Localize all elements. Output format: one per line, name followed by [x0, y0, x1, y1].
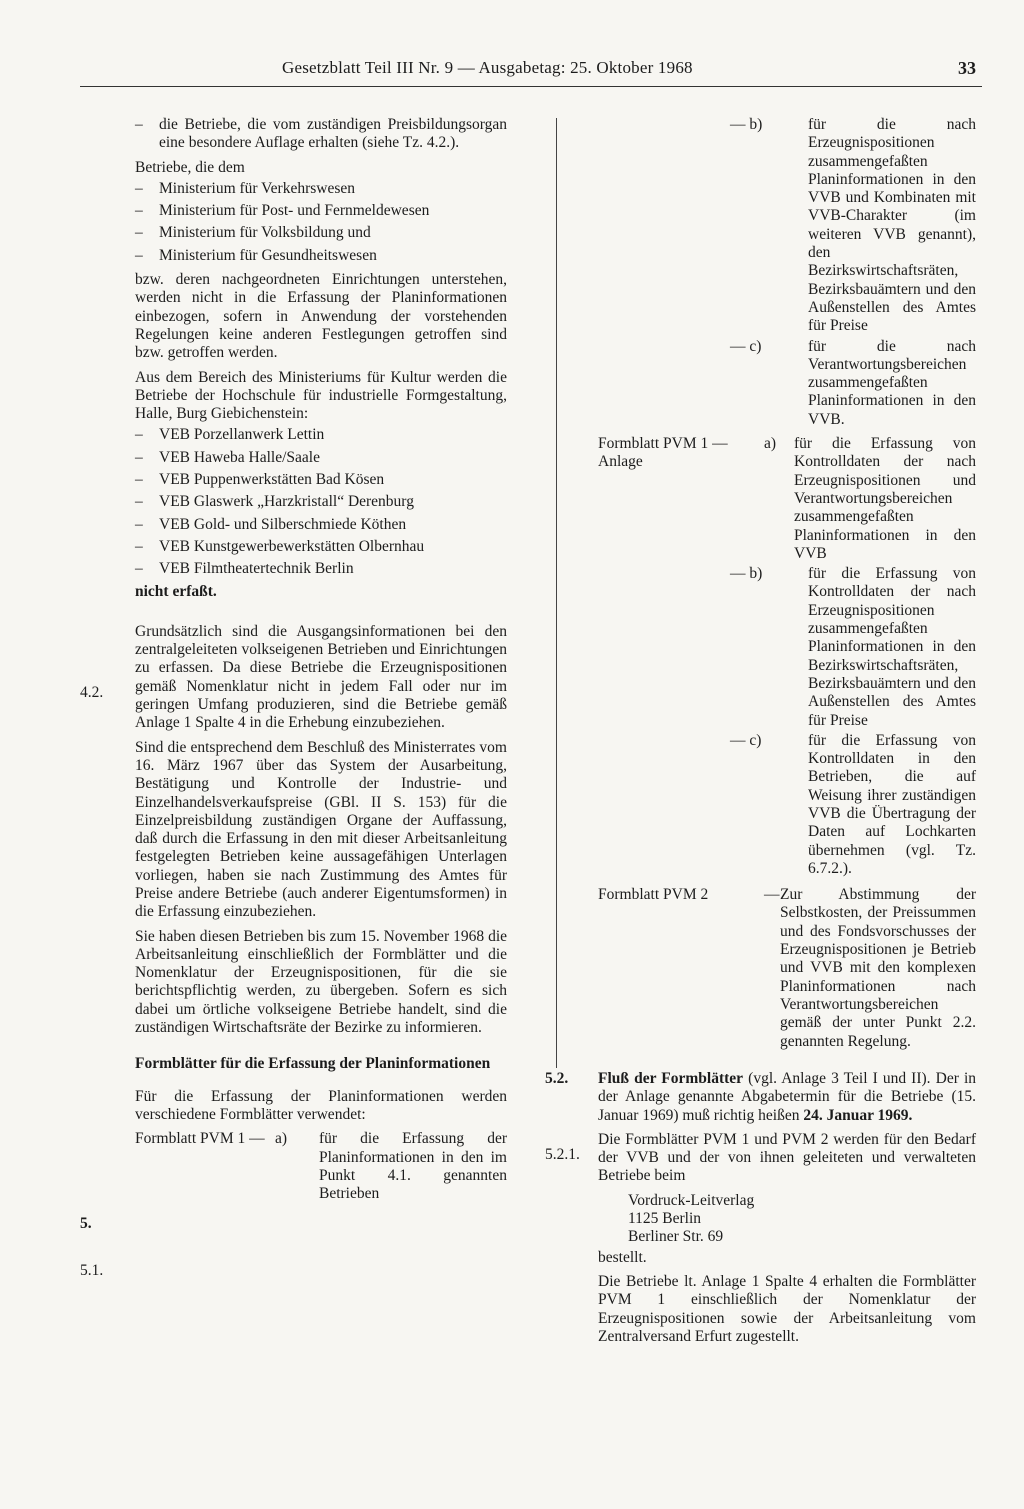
pvm1-b-entry [598, 116, 976, 336]
section-5-2-date: 24. Januar 1969. [803, 1106, 913, 1124]
pvm1-b-sub: — b) [730, 116, 763, 133]
pvm2-text: Zur Abstimmung der Selbstkosten, der Preissummen und des Fondsvorschusses der Erzeugnispositionen je Betrieb und VVB mit den komplexen Planinformationen nach Verantwortungsbereichen gemäß der unter Punkt 2.2. genannten Regelung. [780, 886, 976, 1050]
pvm1-c-text: für die nach Verantwortungsbereichen zusammengefaßten Planinformationen in den VVB. [808, 337, 976, 428]
pvm1-anlage-b-text: für die Erfassung von Kontrolldaten der nach Erzeugnispositionen zusammengefaßten Planinformationen in den Bezirkswirtschaftsräten, Bezirksbauämtern und den Außenstellen des Amtes für Preise [808, 565, 976, 729]
section-4-2-p2: Sind die entsprechend dem Beschluß des Ministerrates vom 16. März 1967 über das System der Ausarbeitung, Bestätigung und Kontrolle der Industrie- und Einzelhandelsverkaufspreise (GBl. II S. 153) für die Einzelpreisbildung zuständigen Organe der Auffassung, daß durch die Erfassung in den mit dieser Arbeitsanleitung festgelegten Betrieben keine aussagefähigen Unterlagen vorliegen, haben sie nach Zustimmung des Amtes für Preise andere Betriebe (auch anderer Eigentumsformen) in die Erfassung einzubeziehen. [135, 738, 507, 921]
veb-item: – VEB Glaswerk „Harzkristall“ Derenburg [135, 493, 414, 511]
section-5-2-body: (vgl. Anlage 3 Teil I und II). Der in der Anlage genannte Abgabetermin für die Betriebe (15. Januar 1969) muß richtig heißen [598, 1070, 976, 1124]
pvm2-label: Formblatt PVM 2 [598, 886, 709, 904]
kultur-paragraph: Aus dem Bereich des Ministeriums für Kultur werden die Betriebe der Hochschule für industrielle Formgestaltung, Halle, Burg Giebichenstein: [135, 368, 507, 423]
veb-item: – VEB Porzellanwerk Lettin [135, 426, 325, 444]
bestellt: bestellt. [598, 1248, 647, 1266]
pvm1-anlage-a-sub: a) [764, 435, 777, 453]
column-divider [556, 118, 557, 1068]
address-line: 1125 Berlin [628, 1210, 702, 1228]
intro-dash-item: – die Betriebe, die vom zuständigen Preisbildungsorgan eine besondere Auflage erhalten (siehe Tz. 4.2.). [135, 116, 507, 152]
address-line: Vordruck-Leitverlag [628, 1191, 755, 1209]
right-column [598, 116, 976, 1053]
pvm1-anlage-a-entry [598, 435, 976, 563]
pvm1-b-text: für die nach Erzeugnispositionen zusammengefaßten Planinformationen in den VVB und Kombinaten mit VVB-Charakter (im weiteren VVB genannt), den Bezirkswirtschaftsräten, Bezirksbauämtern und den Außenstellen des Amtes für Preise [808, 116, 976, 335]
bzw-paragraph: bzw. deren nachgeordneten Einrichtungen unterstehen, werden nicht in die Erfassung der Planinformationen einbezogen, sofern in Anwendung der vorstehenden Regelungen keine anderen Festlegungen getroffen sind bzw. getroffen werden. [135, 271, 507, 362]
pvm1-label: Formblatt PVM 1 — [135, 1130, 265, 1148]
section-5-1-number: 5.1. [80, 1262, 104, 1279]
section-4-2-p3: Sie haben diesen Betrieben bis zum 15. November 1968 die Arbeitsanleitung einschließlich der Formblätter und die Nomenklatur der Erzeugnispositionen, für die sie berichtspflichtig werden, zu übergeben. Sofern es sich dabei um örtliche volkseigene Betriebe handelt, sind die zuständigen Wirtschaftsräte der Bezirke zu informieren. [135, 927, 507, 1037]
veb-list [135, 426, 507, 578]
pvm1-anlage-b-entry [598, 565, 976, 730]
address-line: Berliner Str. 69 [628, 1228, 724, 1246]
ministry-list [135, 180, 507, 265]
header-title: Gesetzblatt Teil III Nr. 9 — Ausgabetag: 25. Oktober 1968 [282, 58, 693, 77]
pvm1-c-entry [598, 338, 976, 429]
nicht-erfasst: nicht erfaßt. [135, 582, 217, 600]
header-rule [80, 86, 982, 87]
pvm1-anlage-label: Formblatt PVM 1 — Anlage [598, 435, 728, 471]
section-5-2-number: 5.2. [545, 1070, 569, 1087]
right-bottom-column [598, 1070, 976, 1346]
section-5-2-text [598, 1070, 976, 1125]
ministry-item: – Ministerium für Verkehrswesen [135, 179, 356, 197]
section-5-2-heading: Fluß der Formblätter [598, 1070, 744, 1087]
pvm1-anlage-c-entry [598, 732, 976, 878]
pvm2-entry [598, 886, 976, 1051]
pvm1-anlage-c-sub: — c) [730, 731, 762, 749]
pvm1-a-entry [135, 1130, 507, 1203]
veb-item: – VEB Filmtheatertechnik Berlin [135, 560, 354, 578]
section-5-2-1-number: 5.2.1. [545, 1146, 580, 1163]
section-5-heading: Formblätter für die Erfassung der Planinformationen [135, 1055, 491, 1073]
page-number: 33 [958, 58, 976, 78]
section-5-1-text: Für die Erfassung der Planinformationen werden verschiedene Formblätter verwendet: [135, 1087, 507, 1123]
pvm1-c-sub: — c) [730, 337, 762, 355]
section-4-2-number: 4.2. [80, 684, 104, 701]
section-5-2-1-text: Die Formblätter PVM 1 und PVM 2 werden für den Bedarf der VVB und der von ihnen geleiteten und verwalteten Betriebe beim [598, 1130, 976, 1185]
veb-item: – VEB Kunstgewerbewerkstätten Olbernhau [135, 537, 425, 555]
pvm1-a-text: für die Erfassung der Planinformationen in den im Punkt 4.1. genannten Betrieben [319, 1130, 507, 1203]
pvm2-sub: — [764, 886, 780, 904]
page-header [80, 56, 980, 86]
betriebe-dem: Betriebe, die dem [135, 158, 245, 176]
section-4-2-p1: Grundsätzlich sind die Ausgangsinformationen bei den zentralgeleiteten volkseigenen Betrieben und Einrichtungen zu erfassen. Da diese Betriebe die Erzeugnispositionen gemäß Nomenklatur nicht in jedem Fall oder nur im geringen Umfang produzieren, sind die Betriebe gemäß Anlage 1 Spalte 4 in die Erhebung einzubeziehen. [135, 622, 507, 732]
section-5-number: 5. [80, 1215, 92, 1232]
ministry-item: – Ministerium für Volksbildung und [135, 224, 371, 242]
pvm1-a-sub: a) [275, 1130, 288, 1148]
pvm1-anlage-c-text: für die Erfassung von Kontrolldaten in den Betrieben, die auf Weisung ihrer zuständigen VVB die Übertragung der Daten auf Lochkarten übernehmen (vgl. Tz. 6.7.2.). [808, 731, 976, 877]
final-paragraph: Die Betriebe lt. Anlage 1 Spalte 4 erhalten die Formblätter PVM 1 einschließlich der Nomenklatur der Erzeugnispositionen sowie der Arbeitsanleitung vom Zentralversand Erfurt zugestellt. [598, 1272, 976, 1345]
left-column [135, 116, 507, 1203]
ministry-item: – Ministerium für Post- und Fernmeldewesen [135, 202, 430, 220]
pvm1-anlage-b-sub: — b) [730, 565, 763, 583]
address-block [598, 1192, 976, 1247]
veb-item: – VEB Haweba Halle/Saale [135, 448, 320, 466]
ministry-item: – Ministerium für Gesundheitswesen [135, 246, 377, 264]
pvm1-anlage-a-text: für die Erfassung von Kontrolldaten der nach Erzeugnispositionen und Verantwortungsbereichen zusammengefaßten Planinformationen in den VVB [794, 435, 976, 562]
veb-item: – VEB Gold- und Silberschmiede Köthen [135, 515, 407, 533]
veb-item: – VEB Puppenwerkstätten Bad Kösen [135, 471, 385, 489]
